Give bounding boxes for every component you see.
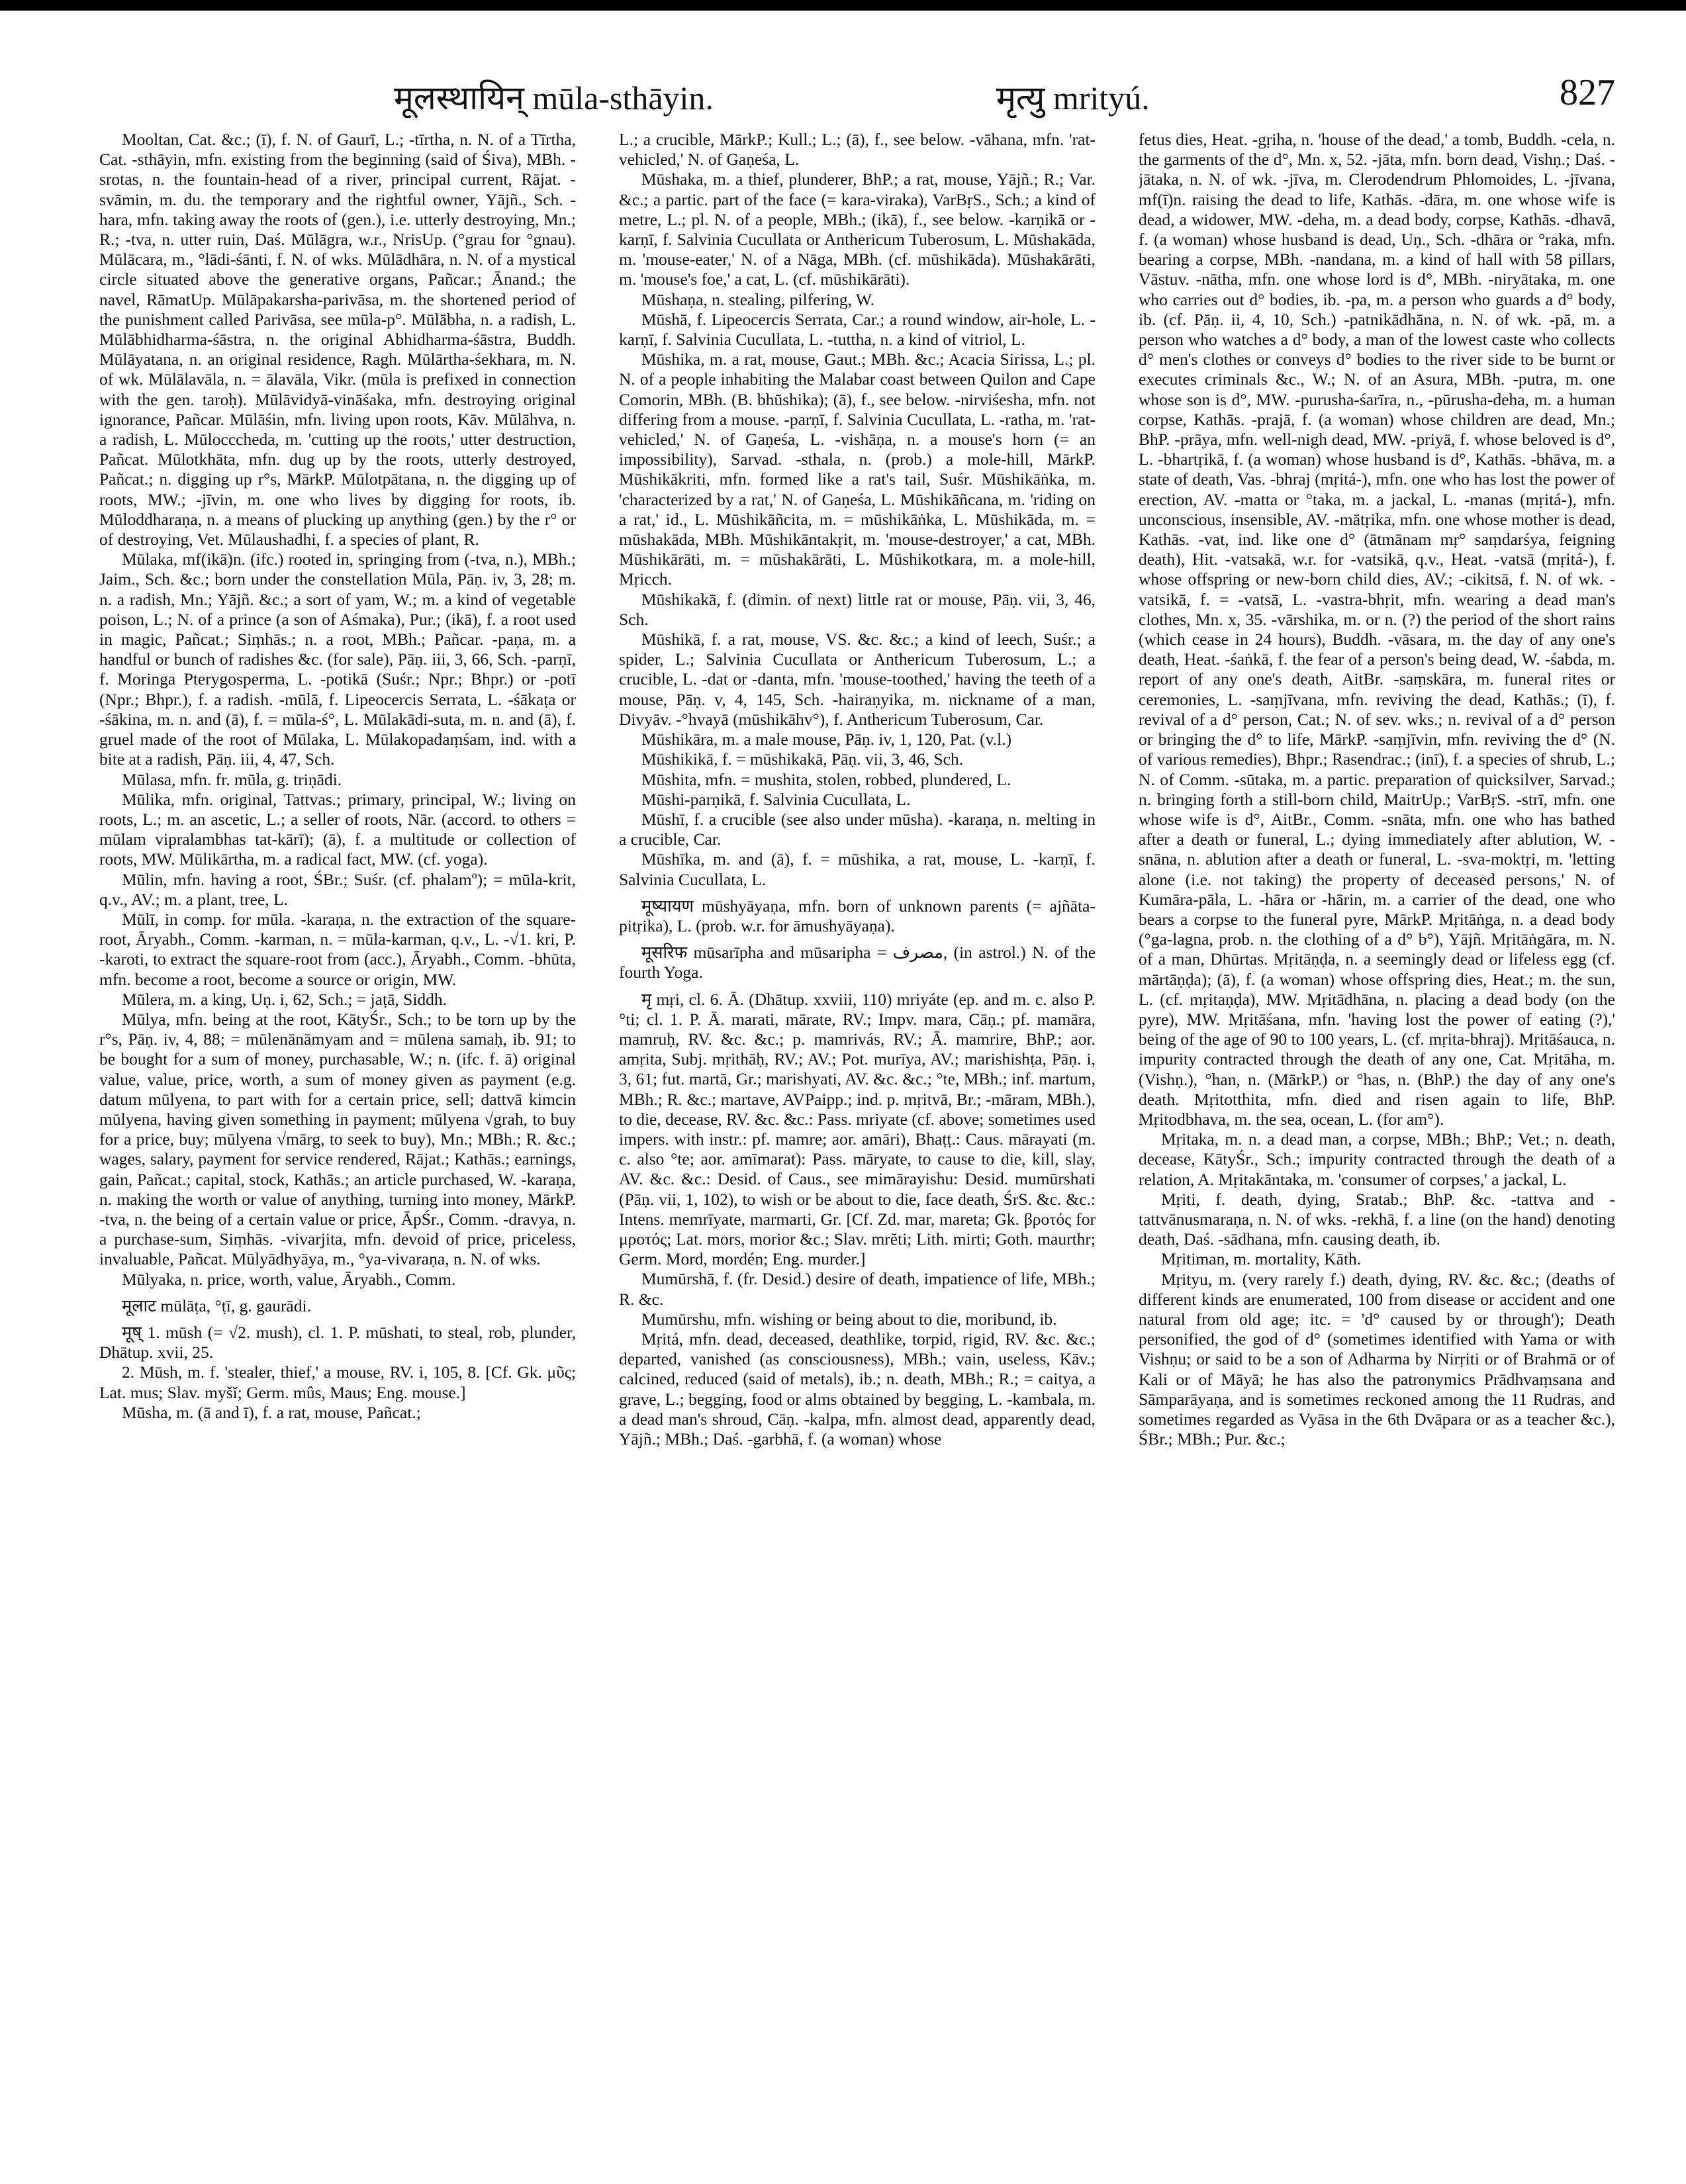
dictionary-entry: Mūshī, f. a crucible (see also under mūsha). -karaṇa, n. melting in a crucible, Car.: [619, 809, 1096, 849]
dictionary-entry: Mūlī, in comp. for mūla. -karaṇa, n. the extraction of the square-root, Āryabh., Comm. -karman, n. = mūla-karman, q.v., L. -√1. kri, P. -karoti, to extract the square-root from (acc.), Āryabh., Comm. -bhūta, mfn. become a root, become a source or origin, MW.: [99, 909, 576, 989]
dictionary-entry: मृ mṛi, cl. 6. Ā. (Dhātup. xxviii, 110) mriyáte (ep. and m. c. also P. °ti; cl. 1. P. Ā. marati, mārate, RV.; Impv. mara, Cāṇ.; pf. mamāra, mamruḥ, RV. &c. &c.; p. mamrivás, RV.; Ā. mamrire, BhP.; aor. amṛita, Subj. mṛithāḥ, RV.; AV.; Pot. murīya, AV.; marishishṭa, Pāṇ. i, 3, 61; fut. martā, Gr.; marishyati, AV. &c. &c.; °te, MBh.; inf. martum, MBh.; R. &c.; martave, AVPaipp.; ind. p. mṛitvā, Br.; -māram, MBh.), to die, decease, RV. &c. &c.: Pass. mriyate (cf. above; sometimes used impers. with instr.: pf. mamre; aor. amāri), Bhaṭṭ.: Caus. mārayati (m. c. also °te; aor. amīmarat): Pass. māryate, to cause to die, kill, slay, AV. &c. &c.: Desid. of Caus., see mimārayishu: Desid. mumūrshati (Pāṇ. vii, 1, 102), to wish or be about to die, face death, ŚrS. &c. &c.: Intens. memrīyate, marmarti, Gr. [Cf. Zd. mar, mareta; Gk. βροτός for μροτός; Lat. mors, morior &c.; Slav. mrĕti; Lith. mirti; Goth. maurthr; Germ. Mord, mordén; Eng. murder.]: [619, 989, 1096, 1269]
dictionary-entry: Mṛitá, mfn. dead, deceased, deathlike, torpid, rigid, RV. &c. &c.; departed, vanished (as consciousness), MBh.; vain, useless, Kāv.; calcined, reduced (said of metals), ib.; n. death, MBh.; R.; = caitya, a grave, L.; begging, food or alms obtained by begging, L. -kambala, m. a dead man's shroud, Cāṇ. -kalpa, mfn. almost dead, apparently dead, Yājñ.; MBh.; Daś. -garbhā, f. (a woman) whose: [619, 1329, 1096, 1448]
dictionary-entry: Mūshita, mfn. = mushita, stolen, robbed, plundered, L.: [641, 769, 1011, 789]
running-head-left: मूलस्थायिन् mūla-sthāyin.: [394, 79, 714, 117]
dictionary-entry: Mūlin, mfn. having a root, ŚBr.; Suśr. (cf. phalamº); = mūla-krit, q.v., AV.; m. a plant, tree, L.: [99, 869, 576, 909]
top-scan-border: [0, 0, 1686, 11]
dictionary-entry: मूसरिफ mūsarīpha and mūsaripha = مصرف, (in astrol.) N. of the fourth Yoga.: [619, 943, 1096, 982]
dictionary-entry: Mūlya, mfn. being at the root, KātyŚr., Sch.; to be torn up by the r°s, Pāṇ. iv, 4, 88; = mūlenānāmyam and = mūlena samaḥ, ib. 91; to be bought for a sum of money, purchasable, W.; n. (ifc. f. ā) original value, value, price, worth, a sum of money given as payment (e.g. datum mūlyena, to part with for a certain price, sell; dattvā kimcin mūlyena, having given something in payment; mūlyena √grah, to buy for a price, buy; mūlyena √mārg, to seek to buy), Mn.; MBh.; R. &c.; wages, salary, payment for service rendered, Rājat.; Kathās.; earnings, gain, Pañcat.; capital, stock, Kathās.; an article purchased, W. -karaṇa, n. making the worth or value of anything, turning into money, MārkP. -tva, n. the being of a certain value or price, ĀpŚr., Comm. -dravya, n. a purchase-sum, Siṃhās. -vivarjita, mfn. devoid of price, priceless, invaluable, Pañcat. Mūlyādhyāya, m., °ya-vivaraṇa, n. N. of wks.: [99, 1009, 576, 1269]
dictionary-entry: Mūshā, f. Lipeocercis Serrata, Car.; a round window, air-hole, L. -karṇī, f. Salvinia Cucullata, L. -tuttha, n. a kind of vitriol, L.: [619, 309, 1096, 350]
dictionary-entry: Mumūrshu, mfn. wishing or being about to die, moribund, ib.: [641, 1309, 1057, 1329]
dictionary-entry: Mūlera, m. a king, Uṇ. i, 62, Sch.; = jaṭā, Siddh.: [122, 989, 447, 1009]
dictionary-entry: L.; a crucible, MārkP.; Kull.; L.; (ā), f., see below. -vāhana, mfn. 'rat-vehicled,' N. of Gaṇeśa, L.: [619, 130, 1096, 169]
dictionary-entry: fetus dies, Heat. -gṛiha, n. 'house of the dead,' a tomb, Buddh. -cela, n. the garments of the d°, Mn. x, 52. -jāta, mfn. born dead, Vishṇ.; Daś. -jātaka, n. N. of wk. -jīva, m. Clerodendrum Phlomoides, L. -jīvana, mf(ī)n. raising the dead to life, Kathās. -dāra, m. one whose wife is dead, a widower, MW. -deha, m. a dead body, corpse, Kathās. -dhavā, f. (a woman) whose husband is dead, Uṇ., Sch. -dhāra or °raka, mfn. bearing a corpse, MBh. -nandana, m. a kind of hall with 58 pillars, Vāstuv. -nātha, mfn. one whose lord is d°, MBh. -niryātaka, m. one who carries out d° bodies, ib. -pa, m. a person who guards a d° body, ib. (cf. Pāṇ. ii, 4, 10, Sch.) -patnikādhāna, n. N. of wk. -pā, m. a person who watches a d° body, a man of the lowest caste who collects d° men's clothes or conveys d° bodies to the river side to be burnt or executes criminals &c., W.; N. of an Asura, MBh. -putra, m. one whose son is d°, MW. -purusha-śarīra, n., -pūrusha-deha, m. a human corpse, Kathās. -prajā, f. (a woman) whose children are dead, Mn.; BhP. -prāya, mfn. well-nigh dead, MW. -priyā, f. whose beloved is d°, L. -bhartṛikā, f. (a woman) whose husband is d°, Kathās. -bhāva, m. a state of death, Vas. -bhraj (mṛitá-), mfn. one who has lost the power of erection, AV. -matta or °taka, m. a jackal, L. -manas (mṛitá-), mfn. unconscious, insensible, AV. -mātṛika, mfn. one whose mother is dead, Kathās. -vat, ind. like one d° (ātmānam mṛ° saṃdarśya, feigning death), Hit. -vatsakā, w.r. for -vatsikā, q.v., Heat. -vatsā (mṛitá-), f. whose offspring or new-born child dies, AV.; -cikitsā, f. N. of wk. -vatsikā, f. = -vatsā, L. -vastra-bhṛit, mfn. wearing a dead man's clothes, Mn. x, 35. -vārshika, m. or n. (?) the period of the short rains (which cease in 24 hours), Buddh. -vāsara, m. the day of any one's death, Heat. -śaṅkā, f. the fear of a person's being dead, W. -śabda, m. report of any one's death, AitBr. -saṃskāra, m. funeral rites or ceremonies, L. -saṃjīvana, mfn. reviving the dead, Kathās.; (ī), f. revival of a d° person, Cat.; N. of sev. wks.; n. revival of a d° person or bringing the d° to life, MārkP. -saṃjīvin, mfn. reviving the d° (N. of various remedies), Bhpr.; Rasendrac.; (inī), f. a species of shrub, L.; N. of Comm. -sūtaka, m. a partic. preparation of quicksilver, Sarvad.; n. bringing forth a still-born child, MaitrUp.; VarBṛS. -strī, mfn. one whose wife is d°, AitBr., Comm. -snāta, mfn. one who has bathed after a death or funeral, L.; dying immediately after ablution, W. -snāna, n. ablution after a death or funeral, L. -sva-moktṛi, m. 'letting alone (i.e. not taking) the property of deceased persons,' N. of Kumāra-pāla, L. -hāra or -hārin, m. a carrier of the dead, one who bears a corpse to the funeral pyre, MārkP. Mṛitāṅga, n. a dead body (°ga-lagna, prob. n. the clothing of a d° b°), Yājñ. Mṛitāṅgāra, m. N. of a man, Dhūrtas. Mṛitāṇḍa, n. a seemingly dead or lifeless egg (cf. mārtāṇḍa); (ā), f. (a woman) whose offspring dies, Heat.; m. the sun, L. (cf. mṛitaṇḍa), MW. Mṛitādhāna, n. placing a dead body (on the pyre), MW. Mṛitāśana, mfn. 'having lost the power of eating (?),' being of the age of 90 to 100 years, L. (cf. mṛita-bhraj). Mṛitāśauca, n. impurity contracted through the death of any one, Cat. Mṛitāha, m. (Vishṇ.), °han, n. (MārkP.) or °has, n. (BhP.) the day of any one's death. Mṛitotthita, mfn. died and risen again to life, BhP. Mṛitodbhava, m. the sea, ocean, L. (for am°).: [1139, 130, 1615, 1129]
dictionary-entry: मूलाट mūlāṭa, °ṭī, g. gaurādi.: [122, 1296, 311, 1315]
page-header: [99, 74, 1615, 120]
dictionary-entry: Mūshaṇa, n. stealing, pilfering, W.: [641, 289, 874, 309]
column-2: [619, 130, 1096, 2156]
dictionary-entry: Mṛityu, m. (very rarely f.) death, dying, RV. &c. &c.; (deaths of different kinds are enumerated, 100 from disease or accident and one natural from old age; itc. = 'd° caused by or through'); Death personified, the god of d° (sometimes identified with Yama or with Vishṇu; or said to be a son of Adharma by Nirṛiti or of Brahmā or of Kali or of Māyā; he has also the patronymics Prādhvaṃsana and Sāmparāyaṇa, and is sometimes reckoned among the 11 Rudras, and sometimes regarded as Vyāsa in the 6th Dvāpara or as a teacher &c.), ŚBr.; MBh.; Pur. &c.;: [1139, 1269, 1615, 1449]
dictionary-entry: Mumūrshā, f. (fr. Desid.) desire of death, impatience of life, MBh.; R. &c.: [619, 1269, 1096, 1309]
dictionary-entry: Mūshaka, m. a thief, plunderer, BhP.; a rat, mouse, Yājñ.; R.; Var. &c.; a partic. part of the face (= kara-viraka), VarBṛS., Sch.; a kind of metre, L.; pl. N. of a people, MBh.; (ikā), f., see below. -karṇikā or -karṇī, f. Salvinia Cucullata or Anthericum Tuberosum, L. Mūshakāda, m. 'mouse-eater,' N. of a Nāga, MBh. (cf. mūshikāda). Mūshakārāti, m. 'mouse's foe,' a cat, L. (cf. mūshikārāti).: [619, 169, 1096, 289]
dictionary-entry: Mūshika, m. a rat, mouse, Gaut.; MBh. &c.; Acacia Sirissa, L.; pl. N. of a people inhabiting the Malabar coast between Quilon and Cape Comorin, MBh. (B. bhūshika); (ā), f., see below. -nirviśesha, mfn. not differing from a mouse. -parṇī, f. Salvinia Cucullata, L. -ratha, m. 'rat-vehicled,' N. of Gaṇeśa, L. -vishāṇa, n. a mouse's horn (= an impossibility), Sarvad. -sthala, n. (prob.) a mole-hill, MārkP. Mūshikākriti, mfn. formed like a rat's tail, Suśr. Mūshikāṅka, m. 'characterized by a rat,' N. of Gaṇeśa, L. Mūshikāñcana, m. 'riding on a rat,' id., L. Mūshikāñcita, m. = mūshikāṅka, L. Mūshikāda, m. = mūshakāda, MBh. Mūshikāntakṛit, m. 'mouse-destroyer,' a cat, MBh. Mūshikārāti, m. = mūshakārāti, L. Mūshikotkara, m. a mole-hill, Mṛicch.: [619, 350, 1096, 589]
column-1: [99, 130, 576, 2156]
dictionary-entry: Mūshikakā, f. (dimin. of next) little rat or mouse, Pāṇ. vii, 3, 46, Sch.: [619, 589, 1096, 629]
dictionary-entry: 2. Mūsh, m. f. 'stealer, thief,' a mouse, RV. i, 105, 8. [Cf. Gk. μῦς; Lat. mus; Slav. myšĭ; Germ. mûs, Maus; Eng. mouse.]: [99, 1362, 576, 1402]
dictionary-entry: Mṛitiman, m. mortality, Kāth.: [1161, 1249, 1362, 1269]
dictionary-entry: Mūlika, mfn. original, Tattvas.; primary, principal, W.; living on roots, L.; m. an ascetic, L.; a seller of roots, Nār. (accord. to others = mūlam vipralambhas tat-kārī); (ā), f. a multitude or collection of roots, MW. Mūlikārtha, m. a radical fact, MW. (cf. yoga).: [99, 789, 576, 869]
running-head-right: मृत्यु mrityú.: [996, 79, 1150, 117]
dictionary-entry: मूष्यायण mūshyāyaṇa, mfn. born of unknown parents (= ajñāta-pitṛika), L. (prob. w.r. for āmushyāyaṇa).: [619, 896, 1096, 935]
dictionary-entry: Mūlyaka, n. price, worth, value, Āryabh., Comm.: [122, 1269, 456, 1289]
dictionary-columns: [99, 130, 1615, 2156]
dictionary-entry: Mūsha, m. (ā and ī), f. a rat, mouse, Pañcat.;: [122, 1402, 421, 1422]
dictionary-entry: Mūshi-parṇikā, f. Salvinia Cucullata, L.: [641, 789, 911, 809]
dictionary-entry: मूष् 1. mūsh (= √2. mush), cl. 1. P. mūshati, to steal, rob, plunder, Dhātup. xvii, 25.: [99, 1322, 576, 1362]
dictionary-entry: Mūlaka, mf(ikā)n. (ifc.) rooted in, springing from (-tva, n.), MBh.; Jaim., Sch. &c.; born under the constellation Mūla, Pāṇ. iv, 3, 28; m. n. a radish, Mn.; Yājñ. &c.; a sort of yam, W.; m. a kind of vegetable poison, L.; N. of a prince (a son of Aśmaka), Pur.; (ikā), f. a root used in magic, Pañcat.; Siṃhās.; n. a root, MBh.; Pañcar. -paṇa, m. a handful or bunch of radishes &c. (for sale), Pāṇ. iii, 3, 66, Sch. -parṇī, f. Moringa Pterygosperma, L. -potikā (Suśr.; Npr.; Bhpr.) or -potī (Npr.; Bhpr.), f. a radish. -mūlā, f. Lipeocercis Serrata, L. -śākaṭa or -śākina, m. n. and (ā), f. = mūla-ś°, L. Mūlakādi-suta, m. n. and (ā), f. gruel made of the root of Mūlaka, L. Mūlakopadaṃśam, ind. with a bite at a radish, Pāṇ. iii, 4, 47, Sch.: [99, 549, 576, 769]
page-number: 827: [1560, 72, 1615, 113]
dictionary-entry: Mṛiti, f. death, dying, Sratab.; BhP. &c. -tattva and -tattvānusmaraṇa, n. N. of wks. -rekhā, f. a line (on the hand) denoting death, Daś. -sādhana, mfn. causing death, ib.: [1139, 1189, 1615, 1249]
dictionary-entry: Mūshikā, f. a rat, mouse, VS. &c. &c.; a kind of leech, Suśr.; a spider, L.; Salvinia Cucullata or Anthericum Tuberosum, L.; a crucible, L. -dat or -danta, mfn. 'mouse-toothed,' having the teeth of a mouse, Pāṇ. v, 4, 145, Sch. -hairaṇyika, m. nickname of a man, Divyāv. -°hvayā (mūshikāhv°), f. Anthericum Tuberosum, Car.: [619, 630, 1096, 729]
dictionary-entry: Mūlasa, mfn. fr. mūla, g. triṇādi.: [122, 769, 342, 789]
dictionary-entry: Mūshikāra, m. a male mouse, Pāṇ. iv, 1, 120, Pat. (v.l.): [641, 730, 1012, 749]
dictionary-entry: Mooltan, Cat. &c.; (ī), f. N. of Gaurī, L.; -tīrtha, n. N. of a Tīrtha, Cat. -sthāyin, mfn. existing from the beginning (said of Śiva), MBh. -srotas, n. the fountain-head of a river, principal current, Rājat. -svāmin, m. du. the temporary and the rightful owner, Yājñ., Sch. -hara, mfn. taking away the roots of (gen.), i.e. utterly destroying, Mn.; R.; -tva, n. utter ruin, Daś. Mūlāgra, w.r., NrisUp. (°grau for °gnau). Mūlācara, m., °lādi-śānti, f. N. of wks. Mūlādhāra, n. N. of a mystical circle situated above the generative organs, Pañcar.; Ānand.; the navel, RāmatUp. Mūlāpakarsha-parivāsa, m. the shortened period of the punishment called Parivāsa, see mūla-p°. Mūlābha, n. a radish, L. Mūlābhidharma-śāstra, n. the original Abhidharma-śāstra, Buddh. Mūlāyatana, n. an original residence, Ragh. Mūlārtha-śekhara, m. N. of wk. Mūlālavāla, n. = ālavāla, Vikr. (mūla is prefixed in connection with the gen. taroḥ). Mūlāvidyā-vināśaka, mfn. destroying original ignorance, Pañcar. Mūlāśin, mfn. living upon roots, Kāv. Mūlāhva, n. a radish, L. Mūlocccheda, m. 'cutting up the roots,' utter destruction, Pañcat. Mūlotkhāta, mfn. dug up by the roots, utterly destroyed, Pañcat.; n. digging up r°s, MārkP. Mūlotpātana, n. the digging up of roots, MW.; -jīvin, m. one who lives by digging for roots, ib. Mūloddharaṇa, n. a means of plucking up anything (gen.) by the r° or of destroying, Vet. Mūlaushadhi, f. a species of plant, R.: [99, 130, 576, 549]
dictionary-entry: Mūshikikā, f. = mūshikakā, Pāṇ. vii, 3, 46, Sch.: [641, 749, 964, 769]
column-3: [1139, 130, 1615, 2156]
dictionary-entry: Mūshīka, m. and (ā), f. = mūshika, a rat, mouse, L. -karṇī, f. Salvinia Cucullata, L.: [619, 849, 1096, 889]
dictionary-entry: Mṛitaka, m. n. a dead man, a corpse, MBh.; BhP.; Vet.; n. death, decease, KātyŚr., Sch.; impurity contracted through the death of a relation, A. Mṛitakāntaka, m. 'consumer of corpses,' a jackal, L.: [1139, 1129, 1615, 1189]
